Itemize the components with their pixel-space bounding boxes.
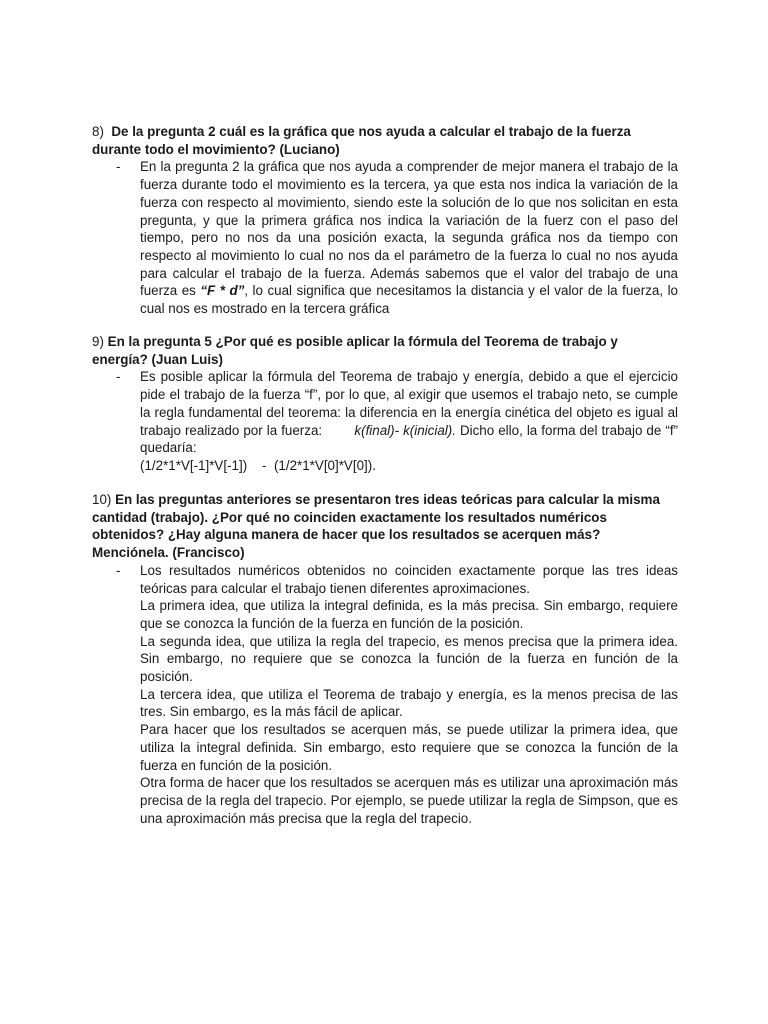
answer-10-paragraph-3: La segunda idea, que utiliza la regla del trapecio, es menos precisa que la primera idea. Sin embargo, no requiere que se conozca la función de la fuerza en función de la posición.	[140, 633, 678, 685]
bullet-dash: -	[116, 562, 121, 578]
question-9-text: En la pregunta 5 ¿Por qué es posible aplicar la fórmula del Teorema de trabajo y energía? (Juan Luis)	[92, 334, 618, 367]
question-9-block	[92, 333, 676, 475]
answer-10-paragraph-2: La primera idea, que utiliza la integral definida, es la más precisa. Sin embargo, requiere que se conozca la función de la fuerza en función de la posición.	[140, 598, 678, 631]
answer-9-paragraph	[140, 368, 678, 457]
answer-8-text-part1: En la pregunta 2 la gráfica que nos ayuda a comprender de mejor manera el trabajo de la fuerza durante todo el movimiento es la tercera, ya que esta nos indica la variación de la fuerza con respecto al movimiento, siendo este la solución de lo que nos solicitan en esta pregunta, y que la primera gráfica nos indica la variación de la fuerz con el paso del tiempo, pero no nos da una posición exacta, la segunda gráfica nos da tiempo con respecto al movimiento lo cual no nos da el parámetro de la fuerza lo cual no nos ayuda para calcular el trabajo de la fuerza. Además sabemos que el valor del trabajo de una fuerza es	[140, 159, 678, 299]
answer-10-paragraph-5: Para hacer que los resultados se acerquen más, se puede utilizar la primera idea, que utiliza la integral definida. Sin embargo, esto requiere que se conozca la función de la fuerza en función de la posición.	[140, 722, 678, 773]
question-10-number: 10)	[92, 492, 112, 507]
question-9-answer	[92, 368, 678, 474]
question-10-text: En las preguntas anteriores se presentaron tres ideas teóricas para calcular la misma cantidad (trabajo). ¿Por qué no coinciden exactamente los resultados numéricos obtenidos? ¿Hay alguna manera de hacer que los resultados se acerquen más? Menciónela. (Francisco)	[92, 492, 660, 561]
answer-9-text-part2: Dicho ello, la forma del trabajo de “f” quedaría:	[140, 422, 678, 456]
answer-10-paragraph-6: Otra forma de hacer que los resultados se acerquen más es utilizar una aproximación más precisa de la regla del trapecio. Por ejemplo, se puede utilizar la regla de Simpson, que es una aproximación más precisa que la regla del trapecio.	[140, 775, 678, 826]
answer-8-paragraph	[140, 158, 678, 317]
bullet-dash: -	[116, 159, 121, 175]
answer-9-text-part1: Es posible aplicar la fórmula del Teorema de trabajo y energía, debido a que el ejercicio pide el trabajo de la fuerza “f”, por lo que, al exigir que usemos el trabajo neto, se cumple la regla fundamental del teorema: la diferencia en la energía cinética del objeto es igual al trabajo realizado por la fuerza:	[140, 369, 678, 438]
answer-10-paragraph-1: Los resultados numéricos obtenidos no coinciden exactamente porque las tres ideas teóricas para calcular el trabajo tienen diferentes aproximaciones.	[140, 562, 678, 596]
question-10-block	[92, 491, 676, 827]
question-8-answer	[92, 158, 678, 317]
question-8-block	[92, 123, 676, 318]
question-8-number: 8)	[92, 124, 104, 139]
question-10-answer	[92, 562, 678, 828]
answer-10-paragraph-4: La tercera idea, que utiliza el Teorema de trabajo y energía, es la menos precisa de las tres. Sin embargo, es la más fácil de aplicar.	[140, 686, 678, 720]
work-expression: (1/2*1*V[-1]*V[-1]) - (1/2*1*V[0]*V[0]).	[140, 457, 376, 473]
question-8-heading	[92, 123, 676, 158]
work-formula: “F * d”	[200, 283, 245, 299]
question-9-heading	[92, 333, 676, 368]
answer-8-text-part2: , lo cual significa que necesitamos la distancia y el valor de la fuerza, lo cual nos es mostrado en la tercera gráfica	[140, 283, 678, 317]
question-10-heading	[92, 491, 676, 562]
bullet-dash: -	[116, 369, 121, 385]
question-9-number: 9)	[92, 334, 104, 349]
kinetic-energy-formula: k(final)- k(inicial).	[354, 422, 456, 438]
question-8-text: De la pregunta 2 cuál es la gráfica que nos ayuda a calcular el trabajo de la fuerza durante todo el movimiento? (Luciano)	[92, 124, 631, 157]
